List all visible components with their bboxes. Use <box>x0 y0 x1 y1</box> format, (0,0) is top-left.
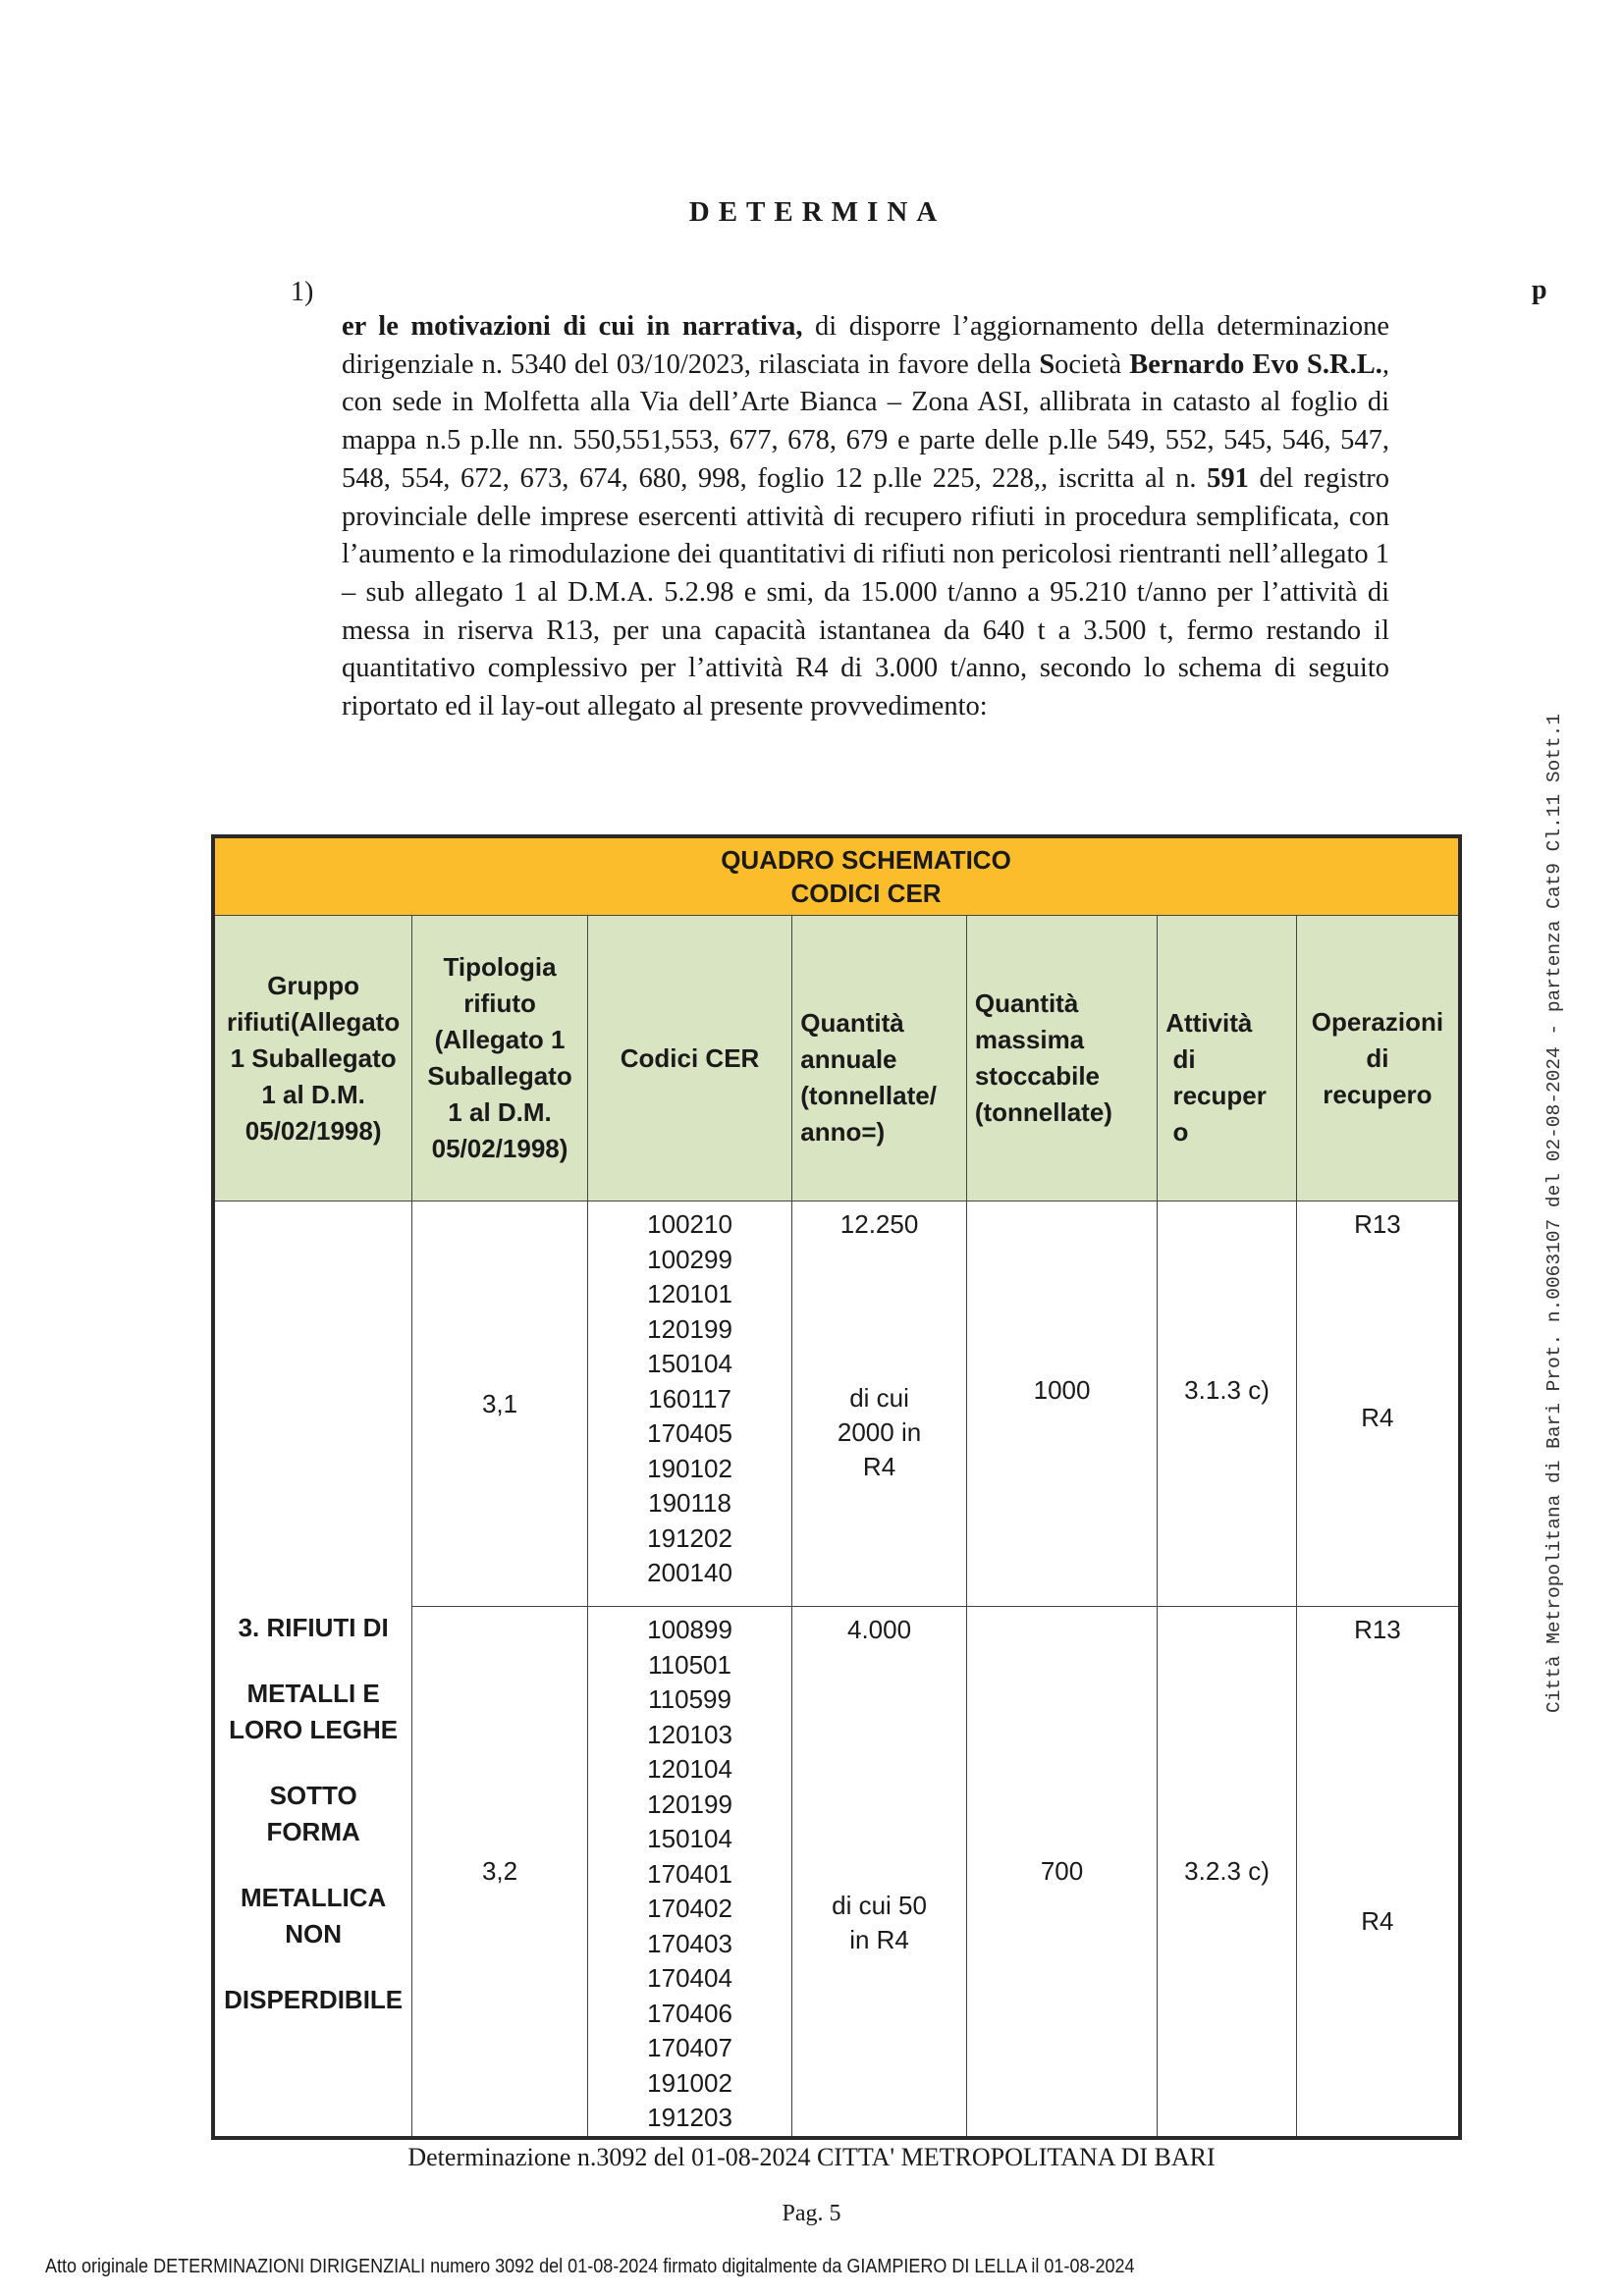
header-quantita-annuale <box>792 916 967 1201</box>
list-line: 120104 <box>647 1754 732 1784</box>
group-label-line: NON <box>285 1919 343 1949</box>
company-name: Bernardo Evo S.R.L. <box>1129 348 1382 380</box>
list-line: stoccabile <box>974 1061 1101 1091</box>
register-number: 591 <box>1207 462 1249 494</box>
list-line: 170402 <box>647 1894 732 1923</box>
list-line: R4 <box>862 1452 896 1481</box>
list-line: 05/02/1998) <box>244 1115 382 1146</box>
paragraph-text: di disporre l’aggiornamento della determinazione dirigenziale n. 5340 del 03/10/2023, rilasciata in favore della <box>342 311 1389 380</box>
list-line: di cui <box>849 1383 909 1413</box>
list-line: in R4 <box>849 1925 909 1954</box>
bold-letter: S <box>1039 348 1055 380</box>
list-line: 120199 <box>647 1313 732 1344</box>
protocol-stamp: Città Metropolitana di Bari Prot. n.0063107 del 02-08-2024 - partenza Cat9 Cl.11 Sott.1 <box>1543 713 1565 1713</box>
list-line: 170407 <box>647 2033 732 2062</box>
list-line: 100210 <box>647 1209 732 1239</box>
operation-r13: R13 <box>1354 1615 1401 1644</box>
list-line: 1 Suballegato <box>230 1042 397 1073</box>
attivita-cell: 3.1.3 c) <box>1158 1201 1297 1607</box>
list-line: 191002 <box>647 2067 732 2098</box>
list-line: 110501 <box>648 1649 731 1680</box>
header-operazioni <box>1296 916 1460 1201</box>
list-line: rifiuto <box>463 988 536 1018</box>
group-label-line: METALLICA <box>240 1883 387 1912</box>
list-line: 1 al D.M. <box>448 1097 552 1127</box>
operation-r4: R4 <box>1361 1906 1394 1936</box>
list-line: di cui 50 <box>832 1891 927 1920</box>
quantita-annuale-value: 12.250 <box>839 1209 919 1239</box>
list-line: recuper <box>1165 1081 1267 1110</box>
list-line: Operazioni <box>1311 1006 1444 1037</box>
list-line: Codici CER <box>620 1042 760 1073</box>
table-title <box>213 836 1460 916</box>
list-line: annuale <box>800 1044 897 1074</box>
list-line: 05/02/1998) <box>431 1134 568 1163</box>
table-title-line: CODICI CER <box>790 879 942 908</box>
quantita-massima-cell: 1000 <box>966 1201 1157 1607</box>
list-line: 1 al D.M. <box>261 1079 365 1109</box>
footer-determination: Determinazione n.3092 del 01-08-2024 CITTA' METROPOLITANA DI BARI <box>407 2143 1216 2171</box>
list-line: Tipologia <box>443 952 557 982</box>
header-gruppo <box>213 916 412 1201</box>
list-line: di <box>1366 1042 1389 1073</box>
list-line: anno=) <box>800 1117 886 1147</box>
list-line: 191202 <box>647 1522 732 1553</box>
list-line: 2000 in <box>837 1417 922 1447</box>
header-codici <box>587 916 791 1201</box>
operazioni-cell <box>1296 1607 1460 2138</box>
table-title-line: QUADRO SCHEMATICO <box>721 845 1011 875</box>
list-line: Attività <box>1165 1008 1253 1038</box>
list-line: 190118 <box>648 1488 731 1518</box>
margin-letter: p <box>1532 275 1547 305</box>
list-line: massima <box>974 1025 1085 1054</box>
paragraph-text: , con sede in Molfetta alla Via dell’Arte Bianca – Zona ASI, allibrata in catasto al foglio di mappa n.5 p.lle nn. 550,551,553, 677, 678, 679 e parte delle p.lle 549, 552, 545, 546, 547, 548, 554, 672, 673, 674, 680, 998, foglio 12 p.lle 225, 228,, iscritta al n. <box>342 348 1389 494</box>
list-line: rifiuti(Allegato <box>227 1006 401 1037</box>
quantita-annuale-note <box>792 1889 966 1957</box>
list-line: 120103 <box>647 1719 732 1749</box>
list-line: 170406 <box>647 1998 732 2028</box>
header-quantita-massima <box>966 916 1157 1201</box>
quantita-massima-cell: 700 <box>966 1607 1157 2138</box>
document-title: DETERMINA <box>688 196 947 228</box>
list-line: 150104 <box>647 1824 732 1853</box>
list-line: o <box>1165 1117 1189 1147</box>
list-line: 160117 <box>648 1383 731 1414</box>
list-line: 191203 <box>647 2103 732 2132</box>
list-line: (Allegato 1 <box>434 1025 566 1054</box>
list-line: Quantità <box>974 988 1079 1018</box>
group-label-line: SOTTO <box>269 1781 357 1810</box>
list-line: 170404 <box>647 1963 732 1993</box>
operation-r13: R13 <box>1354 1209 1401 1239</box>
header-tipologia <box>412 916 588 1201</box>
list-line: Gruppo <box>267 970 360 1000</box>
list-line: 120199 <box>647 1789 732 1819</box>
list-line: (tonnellate/ <box>800 1081 937 1110</box>
group-label-line: DISPERDIBILE <box>224 1985 404 2014</box>
quantita-annuale-cell <box>792 1201 967 1607</box>
list-line: 100899 <box>647 1615 732 1644</box>
paragraph-text: ocietà <box>1055 348 1130 380</box>
page-number: Pag. 5 <box>782 2201 841 2226</box>
signature-line: Atto originale DETERMINAZIONI DIRIGENZIALI numero 3092 del 01-08-2024 firmato digitalmente da GIAMPIERO DI LELLA il 01-08-2024 <box>45 2256 1135 2277</box>
list-line: 170401 <box>647 1858 732 1889</box>
codes-cell <box>587 1607 791 2138</box>
quantita-annuale-value: 4.000 <box>847 1615 912 1644</box>
tipologia-cell: 3,2 <box>412 1607 588 2138</box>
tipologia-cell: 3,1 <box>412 1201 588 1607</box>
list-line: 120101 <box>647 1279 732 1308</box>
quantita-annuale-note <box>792 1381 966 1484</box>
list-line: 170403 <box>647 1928 732 1958</box>
item-number: 1) <box>291 277 314 307</box>
list-line: 150104 <box>647 1349 732 1378</box>
list-line: 190102 <box>647 1453 732 1483</box>
bold-lead: er le motivazioni di cui in narrativa, <box>342 311 803 342</box>
header-attivita <box>1158 916 1297 1201</box>
determination-paragraph <box>342 308 1389 726</box>
list-line: Suballegato <box>427 1061 572 1091</box>
list-line: Quantità <box>800 1008 904 1038</box>
list-line: di <box>1165 1044 1196 1074</box>
list-line: 110599 <box>648 1684 731 1714</box>
group-label-line: LORO LEGHE <box>229 1715 399 1744</box>
attivita-cell: 3.2.3 c) <box>1158 1607 1297 2138</box>
list-line: 200140 <box>647 1558 732 1587</box>
paragraph-text: del registro provinciale delle imprese esercenti attività di recupero rifiuti in procedura semplificata, con l’aumento e la rimodulazione dei quantitativi di rifiuti non pericolosi rientranti nell’allegato 1 – sub allegato 1 al D.M.A. 5.2.98 e smi, da 15.000 t/anno a 95.210 t/anno per l’attività di messa in riserva R13, per una capacità istantanea da 640 t a 3.500 t, fermo restando il quantitativo complessivo per l’attività R4 di 3.000 t/anno, secondo lo schema di seguito riportato ed il lay-out allegato al presente provvedimento: <box>342 462 1389 722</box>
group-label <box>213 1201 412 2138</box>
codes-cell <box>587 1201 791 1607</box>
group-label-line: FORMA <box>266 1817 360 1846</box>
cer-table <box>211 834 1462 2140</box>
table-row <box>213 1201 1460 1607</box>
list-line: 100299 <box>647 1244 732 1274</box>
list-line: recupero <box>1323 1079 1433 1109</box>
quantita-annuale-cell <box>792 1607 967 2138</box>
group-label-line: METALLI E <box>246 1679 380 1708</box>
list-line: (tonnellate) <box>974 1097 1112 1127</box>
operation-r4: R4 <box>1361 1403 1394 1432</box>
operazioni-cell <box>1296 1201 1460 1607</box>
list-line: 170405 <box>647 1418 732 1448</box>
group-label-line: 3. RIFIUTI DI <box>238 1613 389 1642</box>
